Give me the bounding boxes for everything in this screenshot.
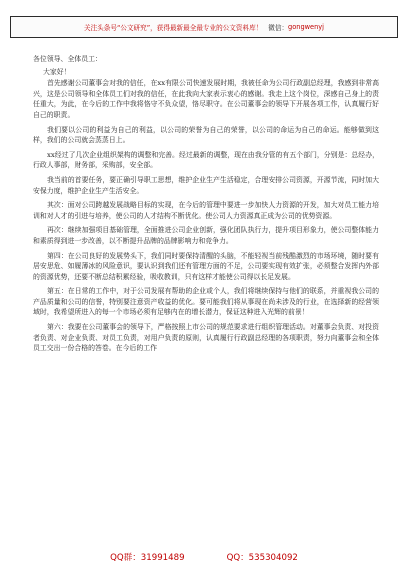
header-banner	[10, 16, 398, 38]
wechat-label: 微信：	[268, 24, 289, 32]
paragraph-company-interest: 我们要以公司的利益为自己的利益，以公司的荣誉为自己的荣誉，以公司的命运为自己的命运。能够做到这样，我们的公司就会蒸蒸日上。	[33, 125, 379, 145]
greeting: 大家好！	[43, 67, 71, 76]
footer-contacts	[0, 551, 408, 565]
banner-text: 关注头条号“公文研究”，获得最新最全最专业的公文资料库！	[83, 24, 263, 32]
paragraph-primary-task: 我当前的首要任务，要正确引导职工思想，维护企业生产生活稳定，合理安排公司资源，开源节流，同时加大安保力度，维护企业生产生活安全。	[33, 175, 379, 195]
paragraph-fifth: 第五：在日常的工作中，对于公司发展有帮助的企业或个人，我们将继续保持与他们的联系，并重视我公司的产品质量和公司的信誉，特别要注意资产收益的优化。要可能我们将从事现在尚未涉及的行业，在选择新的经营领域时，我希望所进入的每一个市场必须有足够内在的增长潜力，保证这种进入光辉的前景！	[33, 287, 379, 317]
paragraph-sixth: 第六：我要在公司董事会的领导下，严格按照上市公司的规范要求进行组织管理活动。对董事会负责、对投资者负责、对企业负责、对员工负责，对用户负责的原则，认真履行行政副总经理的各项职责，努力向董事会和全体员工交出一份合格的答卷。在今后的工作	[33, 323, 379, 353]
qq-number: QQ：535304092	[226, 553, 298, 563]
paragraph-second: 其次：面对公司跨越发展战略目标的实现，在今后的管理中要进一步加快人力资源的开发，加大对员工能力培训和对人才的引进与培养，使公司的人才结构不断优化。使公司人力资源真正成为公司的优势资源。	[33, 201, 379, 220]
paragraph-third: 再次：继续加强项目基础管理，全面推进公司企业创新，强化团队执行力，提升项目形象力，使公司整体能力和素质得到进一步改善，以不断提升品牌的品牌影响力和竞争力。	[33, 226, 379, 245]
paragraph-fourth: 第四：在公司良好的发展势头下，我们同时要保持清醒的头脑，不能轻视当前残酷激烈的市场环境，随时要有居安思危、如履薄冰的风险意识，要认识到我们还有管理方面的不足，公司要实现有效扩张，必须整合发挥内外部的资源优势，还要不断总结积累经验，吸收教训，只有这样才能使公司得以长足发展。	[33, 251, 379, 281]
wechat-id: gongwenyj	[288, 23, 324, 31]
paragraph-thanks: 首先感谢公司董事会对我的信任，在xx有限公司快速发展时期，我被任命为公司行政副总经理，我感到非常高兴，这是公司领导和全体员工们对我的信任，在此我向大家表示衷心的感谢。我走上这个岗位，深感自己身上的责任重大，为此，在今后的工作中我将恪守不负众望，恪尽职守。在公司董事会的领导下开展各项工作，认真履行好自己的职责。	[33, 79, 379, 119]
paragraph-departments: xx经过了几次企业组织架构的调整和完善。经过最新的调整，现在由我分管的有五个部门，分别是：总经办，行政人事部，财务部，采购部，安全部。	[33, 150, 379, 170]
document-body	[33, 54, 379, 358]
salutation: 各位领导、全体员工：	[33, 55, 102, 63]
qq-group-number: QQ群：31991489	[110, 553, 185, 563]
